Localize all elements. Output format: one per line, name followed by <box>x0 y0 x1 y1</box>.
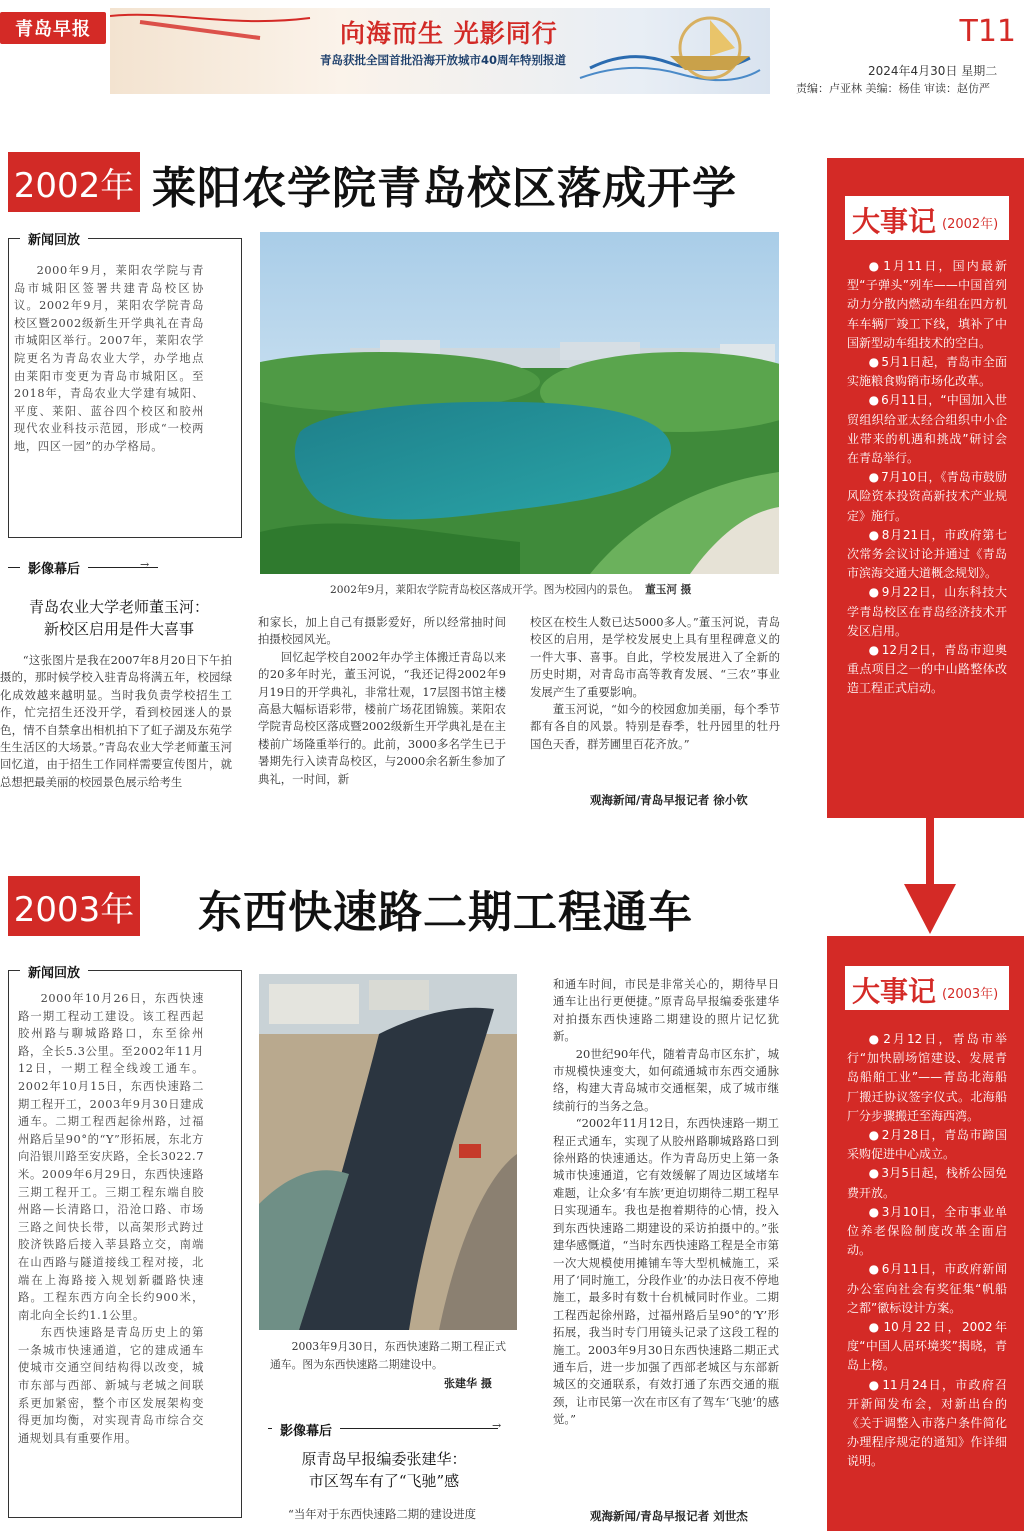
timeline-item: ● 11月24日，市政府召开新闻发布会，对新出台的《关于调整入市落户条件简化办理程序规定的通知》作详细说明。 <box>847 1376 1007 1472</box>
article-col-3-2003: 和通车时间，市民是非常关心的，期待早日通车让出行更便捷。”原青岛早报编委张建华对拍摄东西快速路二期建设的照片记忆犹新。 20世纪90年代，随着青岛市区东扩，城市规模快速变大，如何疏通城市东西交通脉络，构建大青岛城市交通框架，成了城市继续前行的当务之急。 “2002年11月12日，东西快速路一期工程正式通车，实现了从胶州路聊城路路口到徐州路的快速通达。作为青岛历史上第一条城市快速通道，它有效缓解了周边区域堵车难题，让众多‘有车族’更迫切期待二期工程早日实现通车。我也是抱着期待的心情，投入到东西快速路二期建设的采访拍摄中的。”张建华感慨道，“当时东西快速路工程是全市第一次大规模使用摊铺车等大型机械施工，采用了‘同时施工，分段作业’的办法日夜不停地施工，最多时有数十台机械同时作业。二期工程西起徐州路，过福州路后呈90°的‘Y’形拓展，我当时专门用镜头记录了这段工程的施工。2003年9月30日东西快速路二期正式通车后，进一步加强了西部老城区与东部新城区的交通联系，有效打通了东西交通的瓶颈，让市民第一次在市区有了驾车‘飞驰’的感觉。” <box>553 977 779 1427</box>
timeline-item: ● 3月5日起，栈桥公园免费开放。 <box>847 1164 1007 1202</box>
news-recap-label: 新闻回放 <box>20 962 88 981</box>
caption-credit: 董玉河 摄 <box>645 584 692 596</box>
timeline-item: ● 10月22日，2002年度“中国人居环境奖”揭晓，青岛上榜。 <box>847 1318 1007 1376</box>
timeline-list-2002 <box>847 257 1007 699</box>
timeline-arrow-icon <box>900 818 960 936</box>
arrow-icon: → <box>492 1419 502 1432</box>
timeline-item: ● 1月11日，国内最新型“子弹头”列车——中国首列动力分散内燃动车组在四方机车车辆厂竣工下线，填补了中国新型动车组技术的空白。 <box>847 257 1007 353</box>
timeline-title-box: 大事记 (2003年) <box>845 966 1009 1010</box>
timeline-sidebar-2002 <box>827 158 1024 818</box>
timeline-title-box: 大事记 (2002年) <box>845 196 1009 240</box>
news-recap-label: 新闻回放 <box>20 229 88 248</box>
campus-lake-photo <box>260 232 779 574</box>
article-col-2-tail-2003: “当年对于东西快速路二期的建设进度 <box>288 1507 477 1521</box>
banner-title: 向海而生 光影同行 <box>340 19 558 48</box>
timeline-item: ● 9月22日，山东科技大学青岛校区在青岛经济技术开发区启用。 <box>847 583 1007 641</box>
timeline-item: ● 2月12日，青岛市举行“加快剧场馆建设、发展青岛船舶工业”——青岛北海船厂搬迁协议签字仪式。北海船厂分步骤搬迁至海西湾。 <box>847 1030 1007 1126</box>
headline-2002: 莱阳农学院青岛校区落成开学 <box>152 163 737 214</box>
newspaper-logo: 青岛早报 <box>0 12 106 44</box>
news-recap-text: 2000年9月，莱阳农学院与青岛市城阳区签署共建青岛校区协议。2002年9月，莱阳农学院青岛校区暨2002级新生开学典礼在青岛市城阳区举行。2007年，莱阳农学院更名为青岛农业大学，办学地点由莱阳市变更为青岛市城阳区。至2018年，青岛农业大学建有城阳、平度、莱阳、蓝谷四个校区和胶州现代农业科技示范园，形成“一校两地，四区一园”的办学格局。 <box>14 264 204 453</box>
year-badge-2002: 2002年 <box>8 152 140 212</box>
timeline-item: ● 8月21日，市政府第七次常务会议讨论并通过《青岛市滨海交通大道概念规划》。 <box>847 526 1007 584</box>
timeline-list-2003 <box>847 1030 1007 1472</box>
headline-2003: 东西快速路二期工程通车 <box>198 887 693 938</box>
arrow-icon: → <box>140 558 150 571</box>
photo-caption-2002 <box>330 582 691 597</box>
issue-date: 2024年4月30日 星期二 <box>868 64 998 78</box>
article-col-2-2002: 和家长，加上自己有摄影爱好，所以经常抽时间拍摄校园风光。 回忆起学校自2002年办学主体搬迁青岛以来的20多年时光，董玉河说，“我还记得2002年9月19日的开学典礼，非常壮观，17层图书馆主楼高悬大幅标语彩带，楼前广场花团锦簇。莱阳农学院青岛校区落成暨2002级新生开学典礼是在主楼前广场隆重举行的。此前，3000多名学生已于暑期先行入读青岛校区，与2000余名新生参加了典礼，一时间，新 <box>258 615 506 786</box>
expressway-construction-photo <box>259 974 517 1330</box>
sub-headline-2002: 青岛农业大学老师董玉河： 新校区启用是件大喜事 <box>28 598 209 638</box>
year-badge-2003: 2003年 <box>8 876 140 936</box>
timeline-item: ● 5月1日起，青岛市全面实施粮食购销市场化改革。 <box>847 353 1007 391</box>
timeline-item: ● 7月10日，《青岛市鼓励风险资本投资高新技术产业规定》施行。 <box>847 468 1007 526</box>
caption-text: 2002年9月，莱阳农学院青岛校区落成开学。图为校园内的景色。 <box>330 584 640 596</box>
timeline-item: ● 2月28日，青岛市蹄国采购促进中心成立。 <box>847 1126 1007 1164</box>
news-recap-text-2003: 2000年10月26日，东西快速路一期工程动工建设。该工程西起胶州路与聊城路路口，东至徐州路，全长5.3公里。至2002年11月12日，一期工程全线竣工通车。2002年10月15日，东西快速路二期工程开工，2003年9月30日建成通车。二期工程西起徐州路，过福州路后呈90°的“Y”形拓展，东北方向沿银川路至安庆路，全长3022.7米。2009年6月29日，东西快速路三期工程开工。三期工程东端自胶州路—长清路口，沿沧口路、市场三路之间快长带，以高架形式跨过胶济铁路后接入莘县路立交，南端在山西路与隧道接线工程对接，北端在上海路接入规划新疆路快速路。工程东西方向全长约900米，南北向全长约1.1公里。 东西快速路是青岛历史上的第一条城市快速通道，它的建成通车使城市交通空间结构得以改变，城市东部与西部、新城与老城之间联系更加紧密，整个市区发展架构变得更加均衡，对实现青岛市综合交通规划具有重要作用。 <box>18 992 204 1445</box>
caption-credit: 张建华 摄 <box>444 1377 492 1390</box>
special-report-banner <box>110 8 770 94</box>
sub-headline-2003: 原青岛早报编委张建华： 市区驾车有了“飞驰”感 <box>301 1450 467 1490</box>
editor-credits: 责编：卢亚林 美编：杨佳 审读：赵仿严 <box>796 82 990 95</box>
timeline-item: ● 6月11日，“中国加入世贸组织给亚太经合组织中小企业带来的机遇和挑战”研讨会在青岛举行。 <box>847 391 1007 468</box>
photo-caption-2003: 2003年9月30日，东西快速路二期工程正式通车。图为东西快速路二期建设中。 <box>270 1340 506 1371</box>
timeline-item: ● 3月10日，全市事业单位养老保险制度改革全面启动。 <box>847 1203 1007 1261</box>
timeline-item: ● 6月11日，市政府新闻办公室向社会有奖征集“帆船之都”徽标设计方案。 <box>847 1260 1007 1318</box>
timeline-item: ● 12月2日，青岛市迎奥重点项目之一的中山路整体改造工程正式启动。 <box>847 641 1007 699</box>
article-col-1-2002: “这张图片是我在2007年8月20日下午拍摄的，那时候学校入驻青岛将满五年，校园绿化成效越来越明显。当时我负责学校招生工作，忙完招生还没开学，看到校园迷人的景色，情不自禁拿出相机拍下了虹子湖及东苑学生生活区的大场景。”青岛农业大学老师董玉河回忆道，由于招生工作同样需要宣传图片，就总想把最美丽的校园景色展示给考生 <box>0 653 232 789</box>
page-number: T11 <box>959 14 1016 49</box>
article-col-3-2002: 校区在校生人数已达5000多人。”董玉河说，青岛校区的启用，是学校发展史上具有里程碑意义的一件大事、喜事。自此，学校发展进入了全新的历史时期，对青岛市高等教育发展、“三农”事业发展产生了重要影响。 董玉河说，“如今的校园愈加美丽，每个季节都有各自的风景。特别是春季，牡丹园里的牡丹国色天香，群芳圃里百花齐放。” <box>530 615 780 751</box>
byline-2002: 观海新闻/青岛早报记者 徐小钦 <box>590 793 748 807</box>
timeline-sidebar-2003 <box>827 936 1024 1531</box>
banner-subtitle: 青岛获批全国首批沿海开放城市40周年特别报道 <box>320 53 567 67</box>
behind-scenes-label: 影像幕后 <box>272 1420 340 1439</box>
behind-scenes-label: 影像幕后 <box>20 558 88 577</box>
byline-2003: 观海新闻/青岛早报记者 刘世杰 <box>590 1509 748 1523</box>
